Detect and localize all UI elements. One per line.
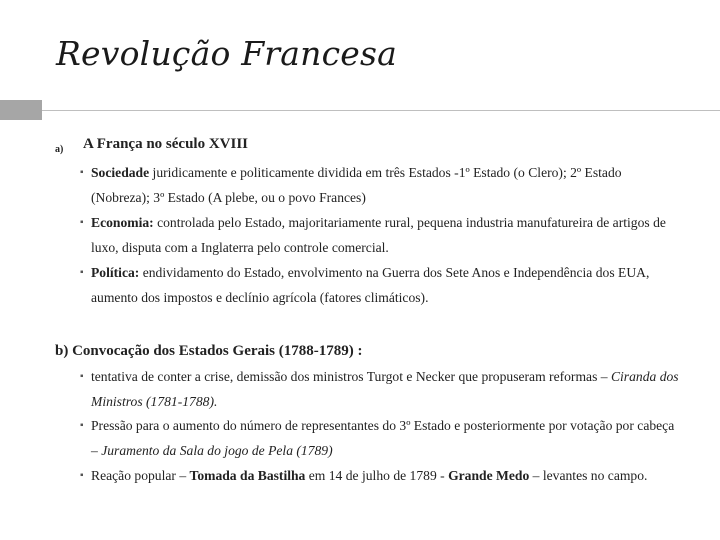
list-item-pressao bbox=[80, 413, 680, 463]
section-a-marker: a) bbox=[55, 144, 64, 155]
section-b-heading: b) Convocação dos Estados Gerais (1788-1789) : bbox=[55, 343, 363, 359]
item-text: controlada pelo Estado, majoritariamente rural, pequena industria manufatureira de artigos de luxo, disputa com a Inglaterra pelo controle comercial. bbox=[91, 215, 666, 255]
item-text: – levantes no campo. bbox=[529, 468, 648, 483]
item-keyword: Tomada da Bastilha bbox=[189, 468, 306, 483]
section-a-heading: A França no século XVIII bbox=[83, 136, 249, 152]
item-italic: Juramento da Sala do jogo de Pela (1789) bbox=[101, 443, 333, 458]
list-item-politica bbox=[80, 260, 680, 310]
item-keyword: Economia: bbox=[91, 215, 154, 230]
bullet-icon: ▪ bbox=[80, 267, 84, 278]
bullet-icon: ▪ bbox=[80, 420, 84, 431]
item-text: endividamento do Estado, envolvimento na Guerra dos Sete Anos e Independência dos EUA, aumento dos impostos e declínio agrícola (fatores climáticos). bbox=[91, 265, 650, 305]
list-item-reacao bbox=[80, 463, 680, 488]
item-text: em 14 de julho de 1789 - bbox=[305, 468, 449, 483]
item-italic: Ciranda dos Ministros (1781-1788). bbox=[91, 369, 679, 409]
bullet-icon: ▪ bbox=[80, 167, 84, 178]
item-text: juridicamente e politicamente dividida em três Estados -1º Estado (o Clero); 2º Estado (Nobreza); 3º Estado (A plebe, ou o povo Frances) bbox=[91, 165, 622, 205]
item-text: Reação popular – bbox=[91, 468, 190, 483]
list-item-crise bbox=[80, 364, 680, 414]
bullet-icon: ▪ bbox=[80, 217, 84, 228]
list-item-sociedade bbox=[80, 160, 680, 210]
item-text: tentativa de conter a crise, demissão dos ministros Turgot e Necker que propuseram reformas – bbox=[91, 369, 611, 384]
bullet-icon: ▪ bbox=[80, 470, 84, 481]
list-item-economia bbox=[80, 210, 680, 260]
item-keyword: Grande Medo bbox=[448, 468, 530, 483]
slide-title: Revolução Francesa bbox=[56, 34, 398, 73]
bullet-icon: ▪ bbox=[80, 371, 84, 382]
item-keyword: Política: bbox=[91, 265, 140, 280]
item-text: Pressão para o aumento do número de representantes do 3º Estado e posteriormente por votação por cabeça – bbox=[91, 418, 675, 458]
item-keyword: Sociedade bbox=[91, 165, 150, 180]
